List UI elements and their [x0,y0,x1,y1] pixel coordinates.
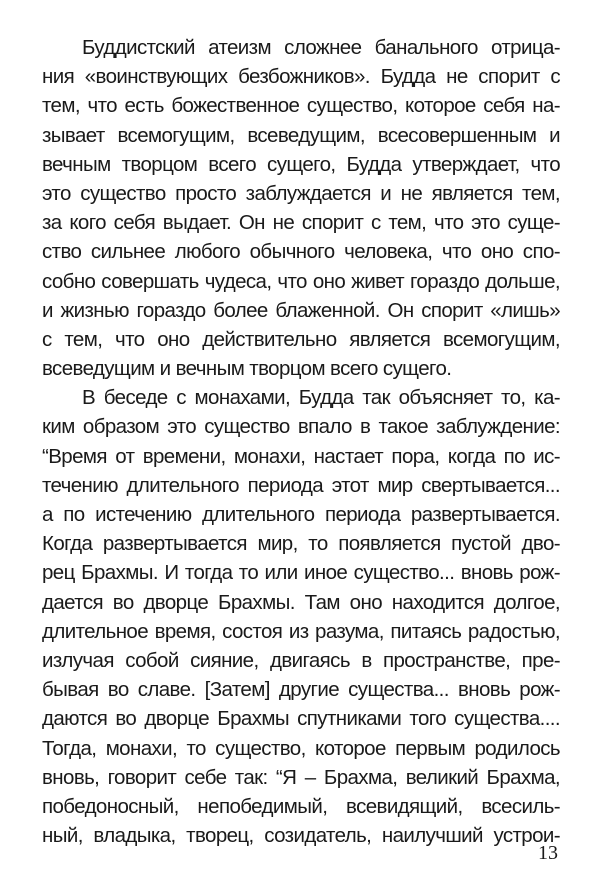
paragraph-1 [42,33,560,383]
text-line: даются во дворце Брахмы спутниками того существа.... [42,707,560,731]
text-line: течению длительного периода этот мир свертывается... [42,473,560,497]
text-line: зывает всемогущим, всеведущим, всесовершенным и [42,123,560,147]
text-line: ким образом это существо впало в такое заблуждение: [42,415,560,439]
text-line: излучая собой сияние, двигаясь в пространстве, пре- [42,648,560,672]
text-line: ния «воинствующих безбожников». Будда не спорит с [42,65,560,89]
text-line: Буддистский атеизм сложнее банального отрица- [82,36,560,59]
text-line: за кого себя выдает. Он не спорит с тем, что это суще- [42,211,560,235]
text-line: дается во дворце Брахмы. Там оно находится долгое, [42,590,560,614]
text-line: ный, владыка, творец, созидатель, наилучший устрои- [42,824,560,848]
text-line: ство сильнее любого обычного человека, что оно спо- [42,240,560,264]
text-line: Тогда, монахи, то существо, которое первым родилось [42,736,560,760]
paragraph-2 [42,383,560,850]
text-line: Когда развертывается мир, то появляется пустой дво- [42,532,560,556]
page-number: 13 [538,842,558,864]
text-line: “Время от времени, монахи, настает пора, когда по ис- [42,444,560,468]
text-line: бывая во славе. [Затем] другие существа... вновь рож- [42,678,560,702]
page-body [42,33,560,850]
text-line: длительное время, состоя из разума, питаясь радостью, [42,619,560,643]
text-line: В беседе с монахами, Будда так объясняет то, ка- [82,386,560,410]
text-line: тем, что есть божественное существо, которое себя на- [42,94,560,118]
text-line: а по истечению длительного периода развертывается. [42,503,560,526]
text-line: вновь, говорит себе так: “Я – Брахма, великий Брахма, [42,765,560,789]
text-line: вечным творцом всего сущего, Будда утверждает, что [42,152,560,176]
text-line: всеведущим и вечным творцом всего сущего. [42,357,452,381]
text-line: и жизнью гораздо более блаженной. Он спорит «лишь» [42,298,560,322]
text-line: собно совершать чудеса, что оно живет гораздо дольше, [42,269,560,293]
text-line: это существо просто заблуждается и не является тем, [42,181,560,205]
text-line: с тем, что оно действительно является всемогущим, [42,327,560,351]
text-line: победоносный, непобедимый, всевидящий, всесиль- [42,794,560,818]
text-line: рец Брахмы. И тогда то или иное существо... вновь рож- [42,561,560,585]
